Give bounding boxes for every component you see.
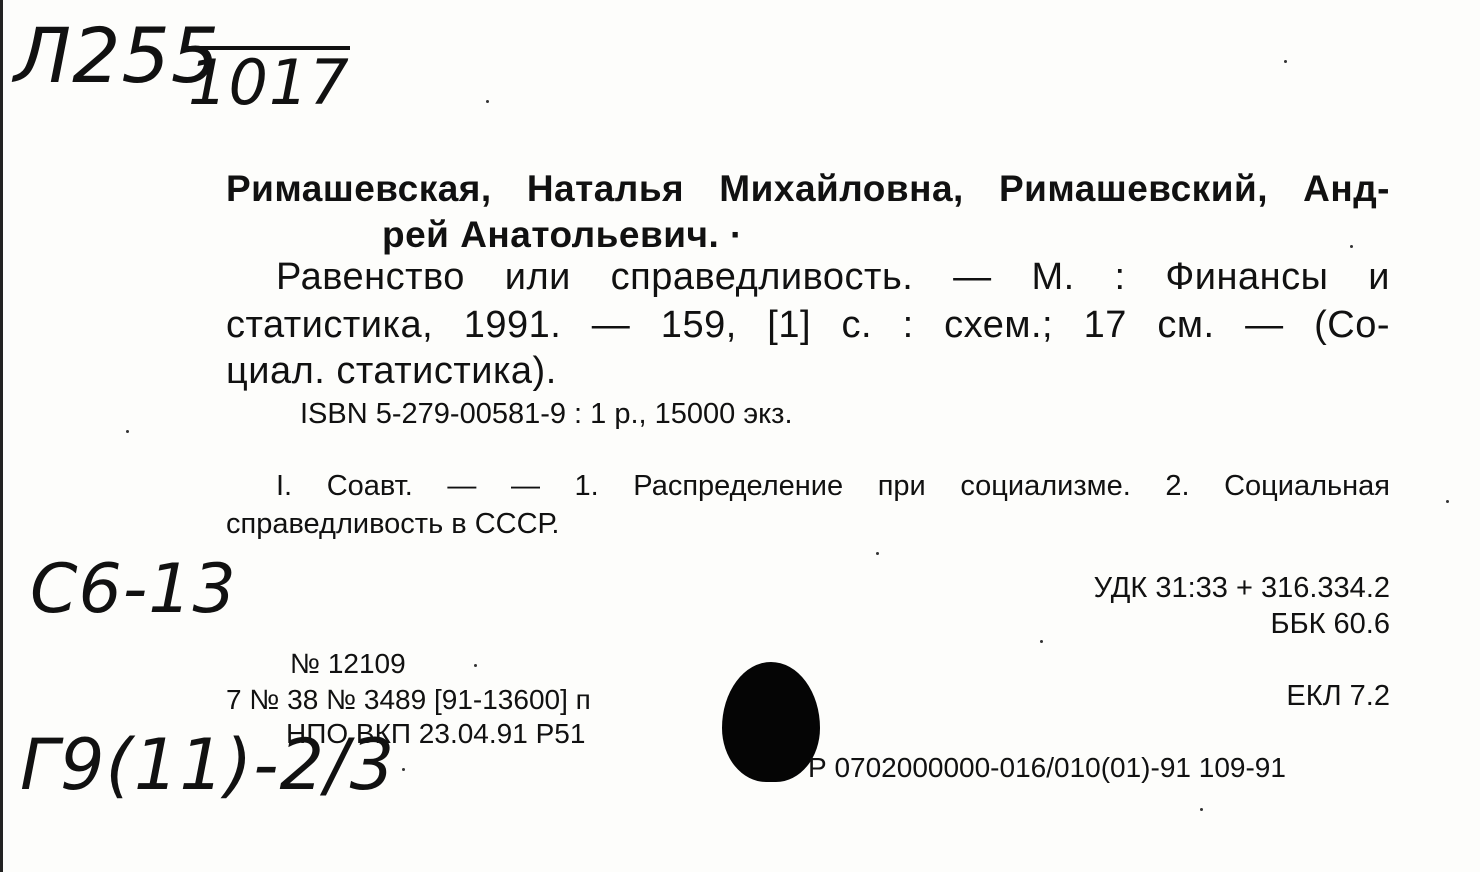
author-line-1: Римашевская, Наталья Михайловна, Римашевский, Анд-	[226, 168, 1390, 209]
subjects-line-1: I. Соавт. — — 1. Распределение при социализме. 2. Социальная	[276, 470, 1390, 502]
handwritten-call-fraction: 1017	[188, 46, 350, 119]
handwritten-call-number: Л255	[14, 11, 221, 100]
title-line-3: циал. статистика).	[226, 350, 557, 392]
speckle	[1200, 808, 1203, 811]
udk-line: УДК 31:33 + 316.334.2	[1093, 572, 1390, 604]
speckle	[126, 430, 129, 433]
speckle	[474, 664, 477, 667]
speckle	[1284, 60, 1287, 63]
card-edge	[0, 0, 3, 872]
bbk-line: ББК 60.6	[1270, 608, 1390, 640]
subjects-line-2: справедливость в СССР.	[226, 508, 560, 540]
speckle	[876, 552, 879, 555]
ink-blot	[722, 662, 820, 782]
speckle	[1040, 640, 1043, 643]
handwritten-code-g9: Г9(11)-2/3	[20, 724, 396, 806]
speckle	[402, 768, 405, 771]
speckle	[486, 100, 489, 103]
ekl-line: ЕКЛ 7.2	[1286, 680, 1390, 712]
print-line: 7 № 38 № 3489 [91-13600] п	[226, 684, 591, 715]
order-number: № 12109	[290, 648, 406, 679]
handwritten-code-c6: С6-13	[30, 550, 237, 629]
speckle	[1446, 500, 1449, 503]
speckle	[1350, 245, 1353, 248]
author-line-2: рей Анатольевич. ·	[382, 214, 743, 255]
title-line-2: статистика, 1991. — 159, [1] с. : схем.; 17 см. — (Со-	[226, 304, 1390, 346]
title-line-1: Равенство или справедливость. — М. : Финансы и	[276, 256, 1390, 298]
isbn-line: ISBN 5-279-00581-9 : 1 р., 15000 экз.	[300, 398, 793, 430]
r-code-line: Р 0702000000-016/010(01)-91 109-91	[808, 752, 1286, 783]
npo-line: НПО ВКП 23.04.91 Р51	[286, 718, 586, 749]
